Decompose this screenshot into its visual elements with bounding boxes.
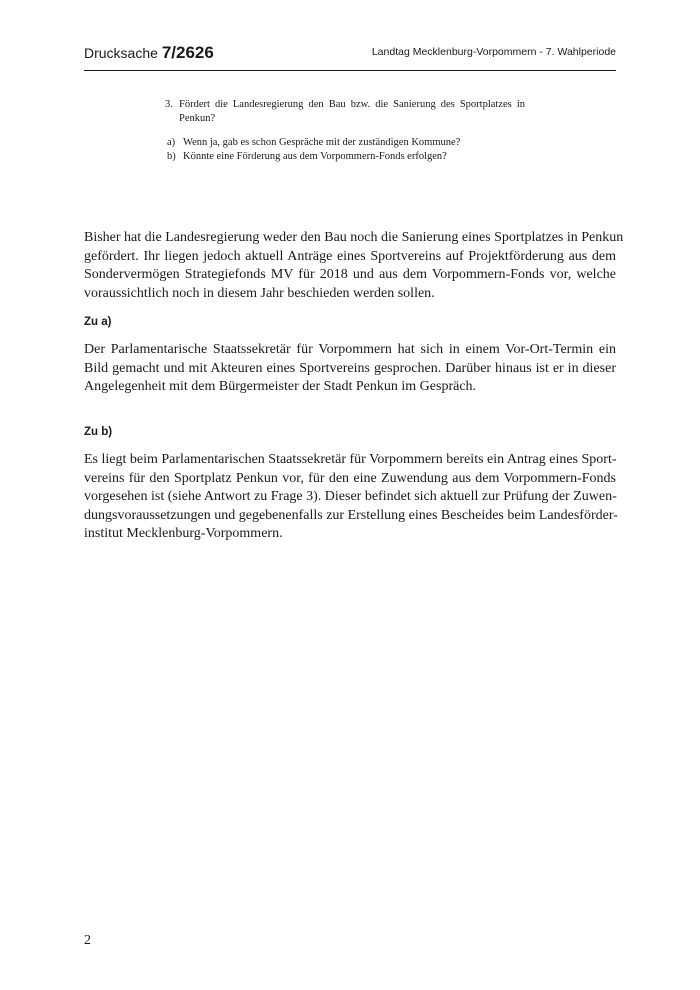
- text-line: Angelegenheit mit dem Bürgermeister der Stadt Penkun im Gespräch.: [84, 379, 477, 394]
- text-line: Der Parlamentarische Staatssekretär für Vorpommern hat sich in einem Vor-Ort-Termin ein: [84, 342, 616, 357]
- document-id: [84, 43, 214, 63]
- parliament-name: Landtag Mecklenburg-Vorpommern - 7. Wahlperiode: [371, 46, 616, 58]
- sub-questions: [167, 136, 525, 163]
- question-number: 3.: [165, 99, 173, 110]
- text-line: gefördert. Ihr liegen jedoch aktuell Anträge eines Sportvereins auf Projektförderung aus dem: [84, 248, 616, 264]
- text-line: voraussichtlich noch in diesem Jahr beschieden werden sollen.: [84, 285, 435, 301]
- question-text: Fördert die Landesregierung den Bau bzw. die Sanierung des Sportplatzes in Penkun?: [179, 99, 525, 124]
- answer-main-paragraph: [84, 229, 624, 303]
- sub-question-label: a): [167, 137, 176, 148]
- section-heading-a: Zu a): [84, 316, 112, 328]
- question-block: [165, 98, 525, 163]
- page-header: [84, 40, 616, 71]
- sub-question-text: Wenn ja, gab es schon Gespräche mit der zuständigen Kommune?: [183, 137, 461, 148]
- text-line: Sondervermögen Strategiefonds MV für 2018 und aus dem Vorpommern-Fonds vor, welche: [84, 267, 616, 282]
- text-line: Bisher hat die Landesregierung weder den Bau noch die Sanierung eines Sportplatzes in Penkun: [84, 230, 624, 245]
- document-number: 7/2626: [161, 43, 214, 62]
- page-number: 2: [84, 933, 91, 948]
- text-line: Bild gemacht und mit Akteuren eines Sportvereins gesprochen. Darüber hinaus ist er in dieser: [84, 360, 616, 376]
- text-line: vereins für den Sportplatz Penkun vor, für den eine Zuwendung aus dem Vorpommern-Fonds: [84, 470, 616, 486]
- section-heading-b: Zu b): [84, 426, 113, 438]
- document-label: Drucksache: [84, 45, 158, 61]
- text-line: institut Mecklenburg-Vorpommern.: [84, 526, 283, 541]
- text-line: Es liegt beim Parlamentarischen Staatssekretär für Vorpommern bereits ein Antrag eines Sport-: [84, 452, 617, 467]
- question-row: [165, 98, 525, 125]
- text-line: dungsvoraussetzungen und gegebenenfalls zur Erstellung eines Bescheides beim Landesförder-: [84, 507, 618, 523]
- answer-a-paragraph: [84, 341, 616, 397]
- sub-question-a: [167, 136, 525, 150]
- answer-b-paragraph: [84, 451, 616, 544]
- sub-question-b: [167, 150, 525, 164]
- sub-question-text: Könnte eine Förderung aus dem Vorpommern-Fonds erfolgen?: [183, 150, 447, 162]
- text-line: vorgesehen ist (siehe Antwort zu Frage 3). Dieser befindet sich aktuell zur Prüfung der Zuwen-: [84, 489, 617, 504]
- sub-question-label: b): [167, 150, 176, 162]
